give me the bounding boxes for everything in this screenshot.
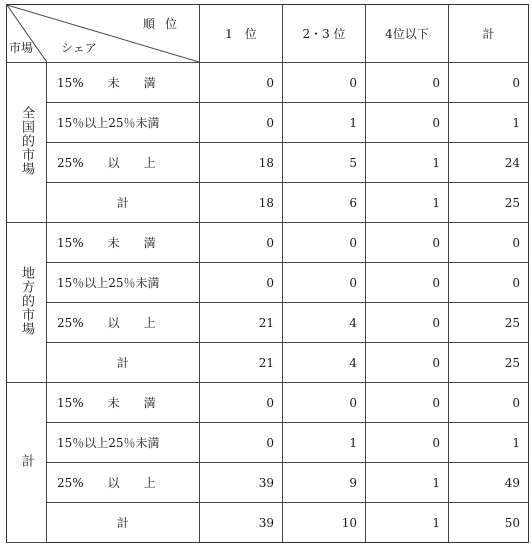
column-header-rank2-3: 2・3 位 [283,5,366,63]
value-cell: 1 [449,423,529,463]
value-cell: 21 [200,343,283,383]
share-range-label: 計 [47,183,200,223]
corner-market-label: 市場 [9,41,34,55]
corner-header-cell [7,5,200,63]
value-cell: 0 [283,383,366,423]
corner-diagonal-lines [7,5,199,62]
value-cell: 10 [283,503,366,543]
value-cell: 0 [200,103,283,143]
market-group-label: 計 [19,454,34,468]
value-cell: 0 [366,103,449,143]
table-row [7,343,529,383]
value-cell: 0 [449,383,529,423]
value-cell: 39 [200,463,283,503]
value-cell: 1 [366,503,449,543]
value-cell: 0 [366,303,449,343]
value-cell: 24 [449,143,529,183]
table-row [7,183,529,223]
value-cell: 1 [283,423,366,463]
value-cell: 0 [283,63,366,103]
value-cell: 0 [366,383,449,423]
market-group-label: 全国的市場 [19,106,34,176]
value-cell: 1 [283,103,366,143]
share-range-label: 計 [47,343,200,383]
table-row [7,143,529,183]
value-cell: 0 [366,343,449,383]
value-cell: 4 [283,303,366,343]
share-range-label: 15% 未 満 [47,383,200,423]
value-cell: 0 [200,263,283,303]
table-row [7,103,529,143]
market-group-cell [7,383,47,543]
value-cell: 0 [449,63,529,103]
corner-rank-label: 順位 [142,17,187,31]
value-cell: 0 [283,263,366,303]
share-range-label: 25% 以 上 [47,463,200,503]
share-range-label: 15％以上25％未満 [47,103,200,143]
table-row [7,223,529,263]
value-cell: 21 [200,303,283,343]
share-range-label: 15% 未 満 [47,223,200,263]
header-row [7,5,529,63]
value-cell: 0 [449,223,529,263]
value-cell: 49 [449,463,529,503]
value-cell: 18 [200,183,283,223]
value-cell: 9 [283,463,366,503]
value-cell: 4 [283,343,366,383]
column-header-total: 計 [449,5,529,63]
value-cell: 0 [200,383,283,423]
table-row [7,423,529,463]
table-row [7,303,529,343]
value-cell: 0 [283,223,366,263]
column-header-rank1: 1 位 [200,5,283,63]
value-cell: 6 [283,183,366,223]
share-range-label: 15% 未 満 [47,63,200,103]
column-header-rank4-below: 4位以下 [366,5,449,63]
table-row [7,263,529,303]
value-cell: 1 [449,103,529,143]
market-group-cell [7,223,47,383]
table-row [7,63,529,103]
share-range-label: 15％以上25％未満 [47,263,200,303]
market-share-rank-table [6,4,529,543]
value-cell: 0 [366,223,449,263]
value-cell: 1 [366,143,449,183]
value-cell: 0 [366,423,449,463]
value-cell: 0 [200,63,283,103]
market-group-label: 地方的市場 [19,266,34,336]
value-cell: 0 [200,223,283,263]
value-cell: 0 [200,423,283,463]
value-cell: 25 [449,303,529,343]
share-range-label: 25% 以 上 [47,303,200,343]
table-container [6,4,529,543]
share-range-label: 15％以上25％未満 [47,423,200,463]
value-cell: 0 [366,263,449,303]
market-group-cell [7,63,47,223]
value-cell: 1 [366,463,449,503]
value-cell: 50 [449,503,529,543]
value-cell: 1 [366,183,449,223]
share-range-label: 25% 以 上 [47,143,200,183]
value-cell: 18 [200,143,283,183]
value-cell: 0 [449,263,529,303]
corner-share-label: シェア [61,41,97,55]
table-row [7,463,529,503]
value-cell: 39 [200,503,283,543]
table-row [7,503,529,543]
value-cell: 5 [283,143,366,183]
value-cell: 25 [449,343,529,383]
table-body [7,63,529,543]
share-range-label: 計 [47,503,200,543]
table-row [7,383,529,423]
value-cell: 25 [449,183,529,223]
value-cell: 0 [366,63,449,103]
